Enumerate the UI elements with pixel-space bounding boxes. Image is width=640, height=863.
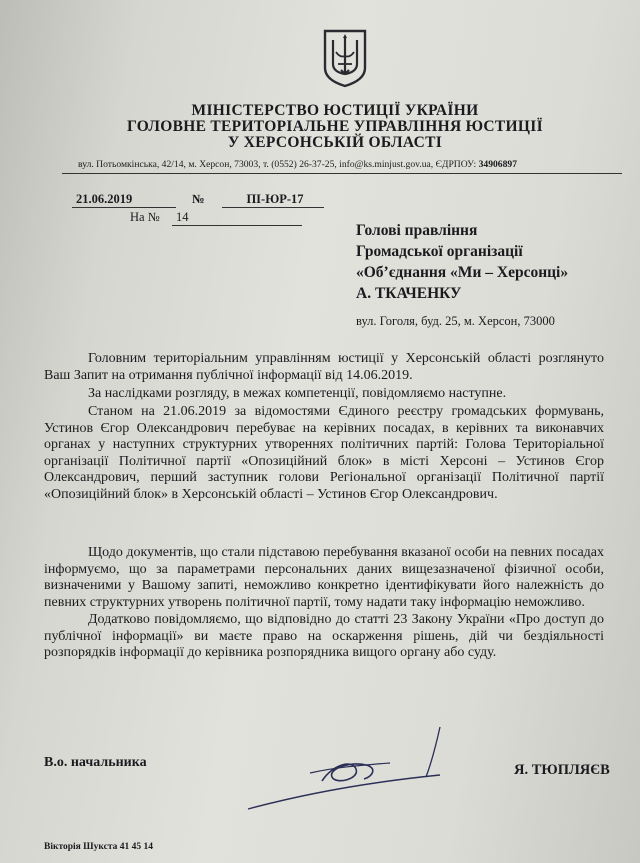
number-underline	[222, 207, 324, 208]
addressee-line-2: Громадської організації	[356, 243, 523, 260]
contacts-text: вул. Потьомкінська, 42/14, м. Херсон, 73003, т. (0552) 26-37-25, info@ks.minjust.gov.ua, ЄДРПОУ:	[78, 159, 479, 170]
registration-number: ПІ-ЮР-17	[246, 192, 304, 206]
signatory-name: Я. ТЮПЛЯЄВ	[514, 762, 610, 778]
addressee-line-3: «Об’єднання «Ми – Херсонці»	[356, 264, 569, 281]
paragraph-text: Додатково повідомляємо, що відповідно до статті 23 Закону України «Про доступ до публічної інформації» ви маєте право на оскарження рішень, дій чи бездіяльності розпорядків інформації до керівника розпорядника вищого органу або суду.	[44, 612, 604, 661]
addressee-name: А. ТКАЧЕНКУ	[356, 285, 462, 302]
region-name: У ХЕРСОНСЬКІЙ ОБЛАСТІ	[227, 134, 443, 151]
paragraph-text: Головним територіальним управлінням юстиції у Херсонській області розглянуто Ваш Запит на отримання публічної інформації від 14.06.2019.	[44, 351, 604, 383]
registration-number-label: №	[192, 192, 205, 206]
department-name: ГОЛОВНЕ ТЕРИТОРІАЛЬНЕ УПРАВЛІННЯ ЮСТИЦІЇ	[127, 118, 543, 135]
body-paragraph-2	[44, 386, 604, 403]
trident-coat-of-arms-icon	[322, 28, 368, 88]
addressee-line-1: Голові правління	[356, 222, 478, 239]
paragraph-text: Щодо документів, що стали підставою перебування вказаної особи на певних посадах інформуємо, що за параметрами персональних даних вищезазначеної фізичної особи, визначеними у Вашому запиті, неможливо конкретно ідентифікувати його належність до певних структурних утворень політичної партії, тому надати таку інформацію неможливо.	[44, 545, 604, 610]
reference-label: На №	[130, 210, 160, 224]
registration-date: 21.06.2019	[76, 192, 133, 206]
edrpou-code: 34906897	[478, 159, 517, 170]
body-paragraph-3	[44, 404, 604, 504]
reference-number: 14	[176, 210, 189, 224]
ministry-name: МІНІСТЕРСТВО ЮСТИЦІЇ УКРАЇНИ	[191, 102, 479, 119]
header-divider	[62, 173, 622, 174]
reference-underline	[172, 225, 302, 226]
contacts-line	[78, 159, 517, 170]
paragraph-text: За наслідками розгляду, в межах компетенції, повідомляємо наступне.	[88, 386, 507, 401]
paragraph-text: Станом на 21.06.2019 за відомостями Єдиного реєстру громадських формувань, Устинов Єгор Олександрович перебуває на керівних посадах, в керівних та виконавчих органах у наступних структурних утвореннях політичних партій: Голова Територіальної організації Політичної партії «Опозиційний блок» в місті Херсоні – Устинов Єгор Олександрович, перший заступник голови Регіональної організації Політичної партії «Опозиційний блок» в Херсонській області – Устинов Єгор Олександрович.	[44, 404, 604, 502]
executor-contact: Вікторія Шукста 41 45 14	[44, 842, 153, 852]
handwritten-signature-icon	[240, 725, 450, 815]
body-paragraph-4	[44, 545, 604, 611]
addressee-address: вул. Гоголя, буд. 25, м. Херсон, 73000	[356, 314, 555, 328]
body-paragraph-1	[44, 351, 604, 384]
body-paragraph-5	[44, 612, 604, 662]
date-underline	[72, 207, 176, 208]
signatory-title: В.о. начальника	[44, 755, 147, 770]
